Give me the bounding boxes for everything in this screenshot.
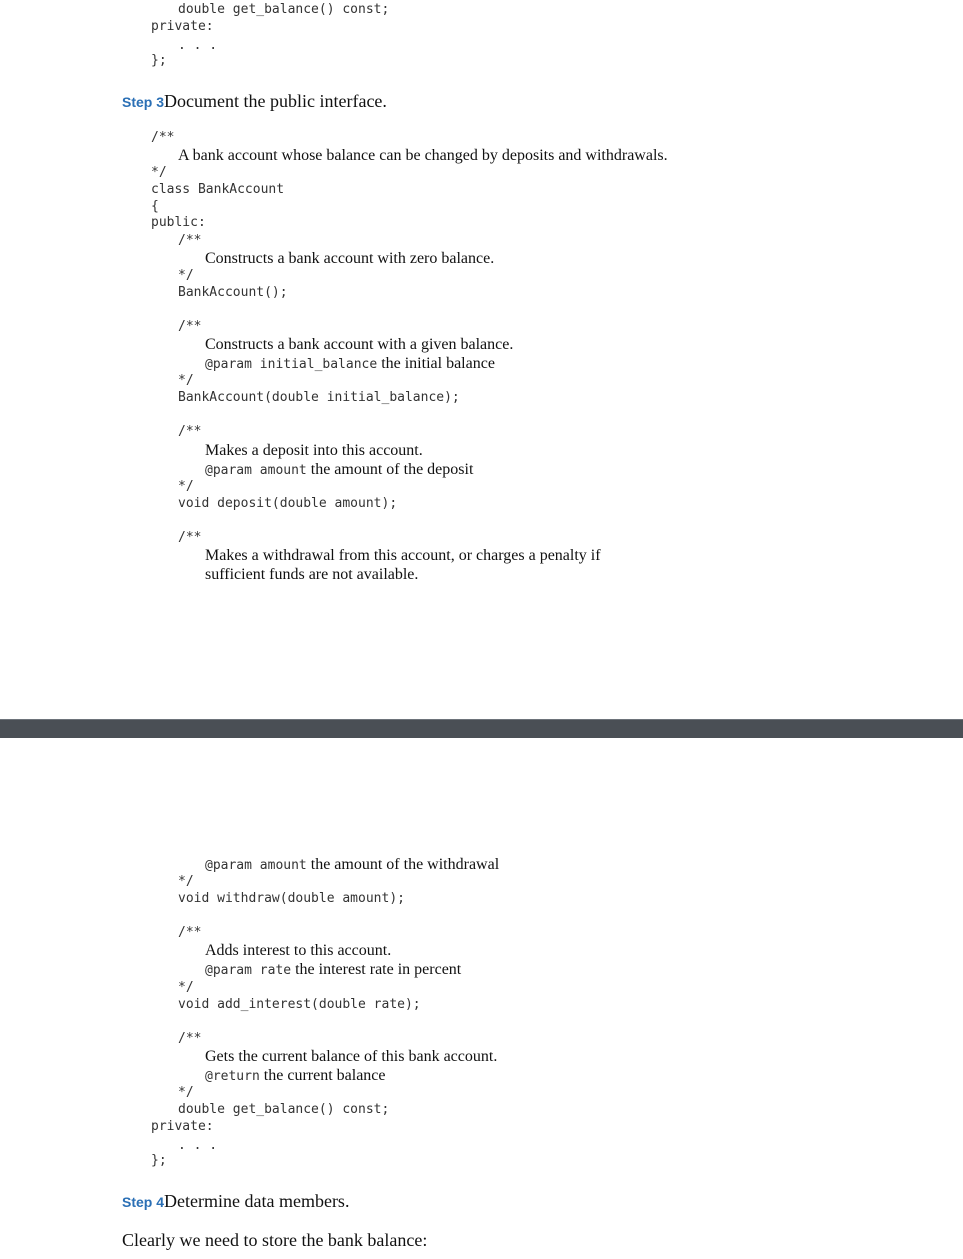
code-line-get-balance: double get_balance() const; [178,2,390,17]
interest-param-text: the interest rate in percent [291,961,462,978]
code-line-private: private: [151,19,214,34]
private-ellipsis: . . . [178,1138,218,1153]
interest-doc-text: Adds interest to this account. [205,942,392,959]
withdraw-param-line [205,855,499,875]
deposit-doc-text: Makes a deposit into this account. [205,442,423,459]
balance-return-text: the current balance [259,1067,386,1084]
step-4-title: Determine data members. [164,1191,350,1211]
balance-doc-text: Gets the current balance of this bank account. [205,1048,498,1065]
interest-declaration: void add_interest(double rate); [178,997,421,1012]
balance-declaration: double get_balance() const; [178,1102,390,1117]
page-break-divider [0,719,963,738]
interest-param-code: @param rate [205,963,292,978]
class-declaration: class BankAccount [151,182,285,197]
deposit-doc-open: /** [178,424,202,439]
ctor1-doc-text: Constructs a bank account with zero balance. [205,250,495,267]
balance-return-code: @return [205,1069,260,1084]
withdraw-doc-close: */ [178,874,194,889]
code-line-ellipsis: . . . [178,38,218,53]
withdraw-param-code: @param amount [205,858,307,873]
withdraw-doc-text-2: sufficient funds are not available. [205,566,419,583]
ctor1-doc-open: /** [178,233,202,248]
class-doc-close: */ [151,165,167,180]
class-doc-open: /** [151,130,175,145]
withdraw-doc-open: /** [178,530,202,545]
deposit-param-code: @param amount [205,463,307,478]
class-doc-text: A bank account whose balance can be changed by deposits and withdrawals. [178,147,668,164]
private-label: private: [151,1119,214,1134]
withdraw-param-text: the amount of the withdrawal [306,856,500,873]
ctor2-doc-close: */ [178,373,194,388]
ctor2-param-line [205,354,495,374]
deposit-doc-close: */ [178,479,194,494]
class-open-brace: { [151,199,159,214]
deposit-param-text: the amount of the deposit [306,461,474,478]
balance-return-line [205,1066,386,1086]
step-3-title: Document the public interface. [164,91,387,111]
balance-doc-close: */ [178,1085,194,1100]
closing-paragraph: Clearly we need to store the bank balance: [122,1230,428,1250]
code-line-class-end: }; [151,53,167,68]
withdraw-declaration: void withdraw(double amount); [178,891,405,906]
step-3-label: Step 3 [122,94,165,110]
interest-param-line [205,960,461,980]
withdraw-doc-text-1: Makes a withdrawal from this account, or charges a penalty if [205,547,601,564]
ctor1-doc-close: */ [178,268,194,283]
deposit-declaration: void deposit(double amount); [178,496,398,511]
ctor2-param-text: the initial balance [377,355,495,372]
step-3-heading [122,90,387,113]
step-4-heading [122,1190,349,1213]
step-4-label: Step 4 [122,1194,165,1210]
ctor2-doc-text: Constructs a bank account with a given balance. [205,336,514,353]
balance-doc-open: /** [178,1031,202,1046]
interest-doc-close: */ [178,980,194,995]
ctor2-param-code: @param initial_balance [205,357,378,372]
class-closing-brace: }; [151,1153,167,1168]
interest-doc-open: /** [178,925,202,940]
ctor2-doc-open: /** [178,319,202,334]
ctor2-declaration: BankAccount(double initial_balance); [178,390,460,405]
deposit-param-line [205,460,473,480]
ctor1-declaration: BankAccount(); [178,285,288,300]
public-label: public: [151,215,206,230]
